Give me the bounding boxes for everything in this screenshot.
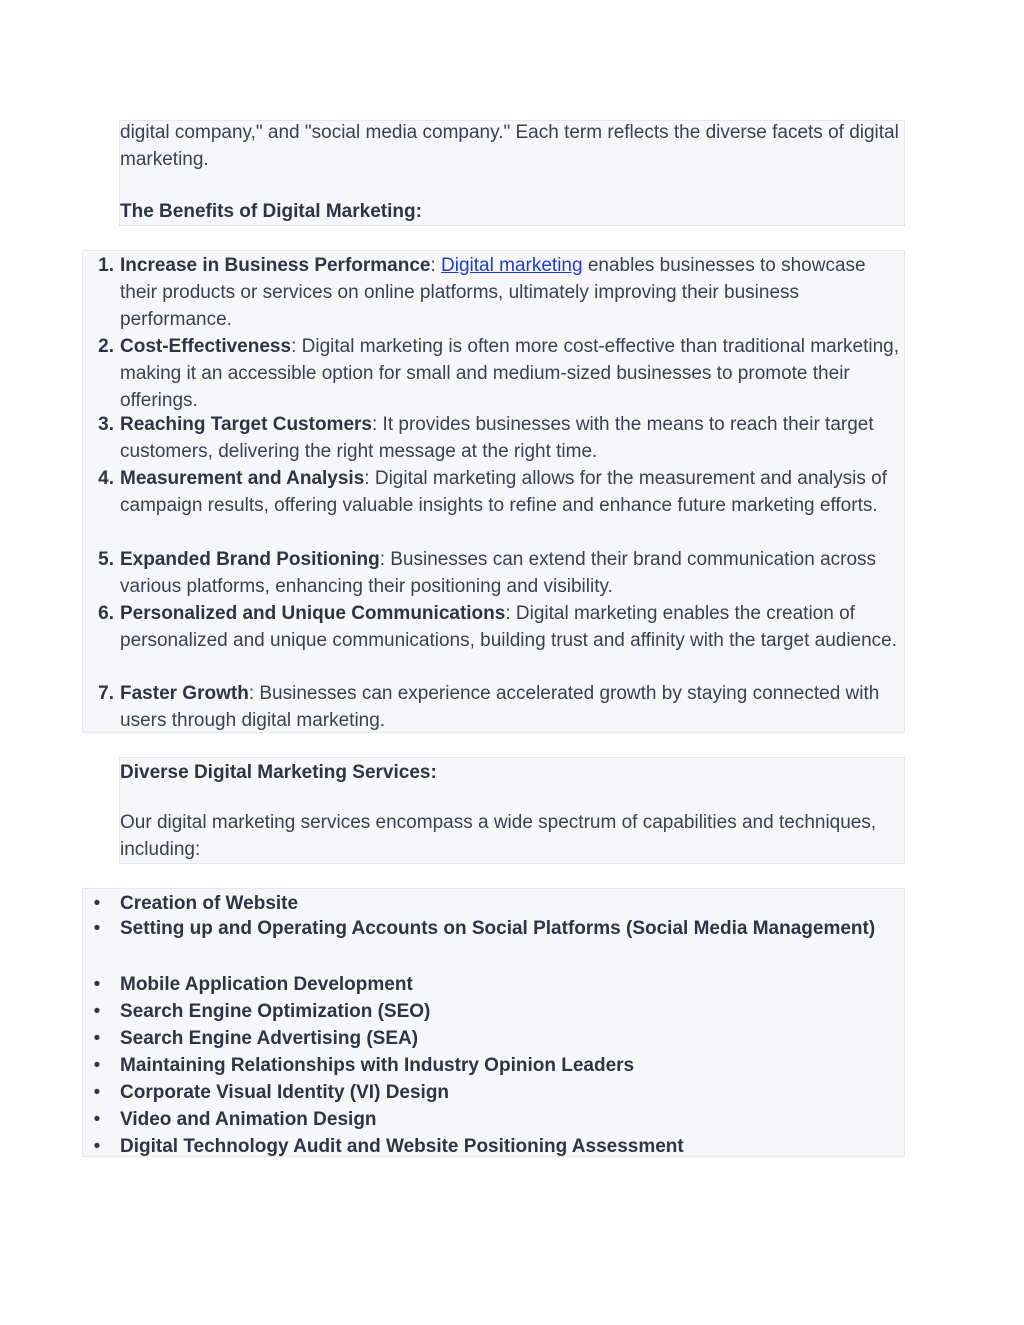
services-list bbox=[93, 890, 900, 1160]
list-item bbox=[93, 1052, 900, 1079]
bullet-icon: • bbox=[93, 974, 101, 995]
benefit-separator: : bbox=[371, 414, 383, 435]
benefit-term: Reaching Target Customers bbox=[120, 414, 372, 435]
service-label: Search Engine Optimization (SEO) bbox=[120, 1001, 431, 1022]
bullet-icon: • bbox=[93, 1136, 101, 1157]
list-number: 2. bbox=[98, 336, 114, 357]
benefit-separator: : bbox=[248, 683, 260, 704]
service-label: Maintaining Relationships with Industry Opinion Leaders bbox=[120, 1055, 635, 1076]
bullet-icon: • bbox=[93, 893, 101, 914]
benefit-description: Digital marketing enables the creation of personalized and unique communications, building trust and affinity with the target audience. bbox=[120, 603, 898, 651]
benefit-description: enables businesses to showcase their products or services on online platforms, ultimately improving their business performance. bbox=[120, 255, 866, 330]
list-number: 6. bbox=[98, 603, 114, 624]
benefit-term: Faster Growth bbox=[120, 683, 249, 704]
benefit-description: It provides businesses with the means to reach their target customers, delivering the right message at the right time. bbox=[120, 414, 874, 462]
benefit-description: Businesses can experience accelerated growth by staying connected with users through digital marketing. bbox=[120, 683, 880, 731]
digital-marketing-link[interactable]: Digital marketing bbox=[441, 255, 583, 276]
list-item bbox=[98, 465, 900, 546]
list-item bbox=[98, 680, 900, 734]
services-heading: Diverse Digital Marketing Services: bbox=[120, 762, 437, 783]
service-label: Search Engine Advertising (SEA) bbox=[120, 1028, 419, 1049]
benefits-heading: The Benefits of Digital Marketing: bbox=[120, 201, 422, 222]
benefits-list bbox=[98, 252, 900, 734]
list-item bbox=[98, 252, 900, 333]
benefit-separator: : bbox=[430, 255, 442, 276]
list-item bbox=[93, 971, 900, 998]
bullet-icon: • bbox=[93, 1055, 101, 1076]
list-item bbox=[93, 998, 900, 1025]
list-item bbox=[98, 546, 900, 600]
benefit-term: Expanded Brand Positioning bbox=[120, 549, 380, 570]
benefit-separator: : bbox=[291, 336, 302, 357]
bullet-icon: • bbox=[93, 918, 101, 939]
service-label: Setting up and Operating Accounts on Social Platforms (Social Media Management) bbox=[120, 918, 876, 939]
benefit-term: Measurement and Analysis bbox=[120, 468, 365, 489]
list-number: 7. bbox=[98, 683, 114, 704]
list-number: 5. bbox=[98, 549, 114, 570]
bullet-icon: • bbox=[93, 1109, 101, 1130]
benefit-term: Increase in Business Performance bbox=[120, 255, 431, 276]
service-label: Video and Animation Design bbox=[120, 1109, 377, 1130]
service-label: Corporate Visual Identity (VI) Design bbox=[120, 1082, 450, 1103]
benefit-description: Businesses can extend their brand communication across various platforms, enhancing their positioning and visibility. bbox=[120, 549, 877, 597]
intro-paragraph: digital company," and "social media company." Each term reflects the diverse facets of digital marketing. bbox=[120, 122, 899, 170]
benefit-description: Digital marketing allows for the measurement and analysis of campaign results, offering valuable insights to refine and enhance future marketing efforts. bbox=[120, 468, 888, 516]
list-item bbox=[93, 1106, 900, 1133]
service-label: Digital Technology Audit and Website Positioning Assessment bbox=[120, 1136, 684, 1157]
list-item bbox=[93, 915, 900, 971]
list-number: 3. bbox=[98, 414, 114, 435]
bullet-icon: • bbox=[93, 1001, 101, 1022]
list-item bbox=[93, 1079, 900, 1106]
list-item bbox=[93, 1133, 900, 1160]
benefit-separator: : bbox=[379, 549, 391, 570]
bullet-icon: • bbox=[93, 1028, 101, 1049]
bullet-icon: • bbox=[93, 1082, 101, 1103]
list-item bbox=[98, 600, 900, 680]
benefit-term: Personalized and Unique Communications bbox=[120, 603, 506, 624]
benefit-term: Cost-Effectiveness bbox=[120, 336, 292, 357]
benefit-separator: : bbox=[364, 468, 375, 489]
benefit-separator: : bbox=[505, 603, 516, 624]
list-number: 1. bbox=[98, 255, 114, 276]
list-number: 4. bbox=[98, 468, 114, 489]
service-label: Creation of Website bbox=[120, 893, 299, 914]
service-label: Mobile Application Development bbox=[120, 974, 413, 995]
list-item bbox=[93, 890, 900, 915]
services-intro: Our digital marketing services encompass a wide spectrum of capabilities and techniques, including: bbox=[120, 812, 877, 860]
list-item bbox=[93, 1025, 900, 1052]
list-item bbox=[98, 411, 900, 465]
benefit-description: Digital marketing is often more cost-effective than traditional marketing, making it an accessible option for small and medium-sized businesses to promote their offerings. bbox=[120, 336, 899, 411]
list-item bbox=[98, 333, 900, 411]
